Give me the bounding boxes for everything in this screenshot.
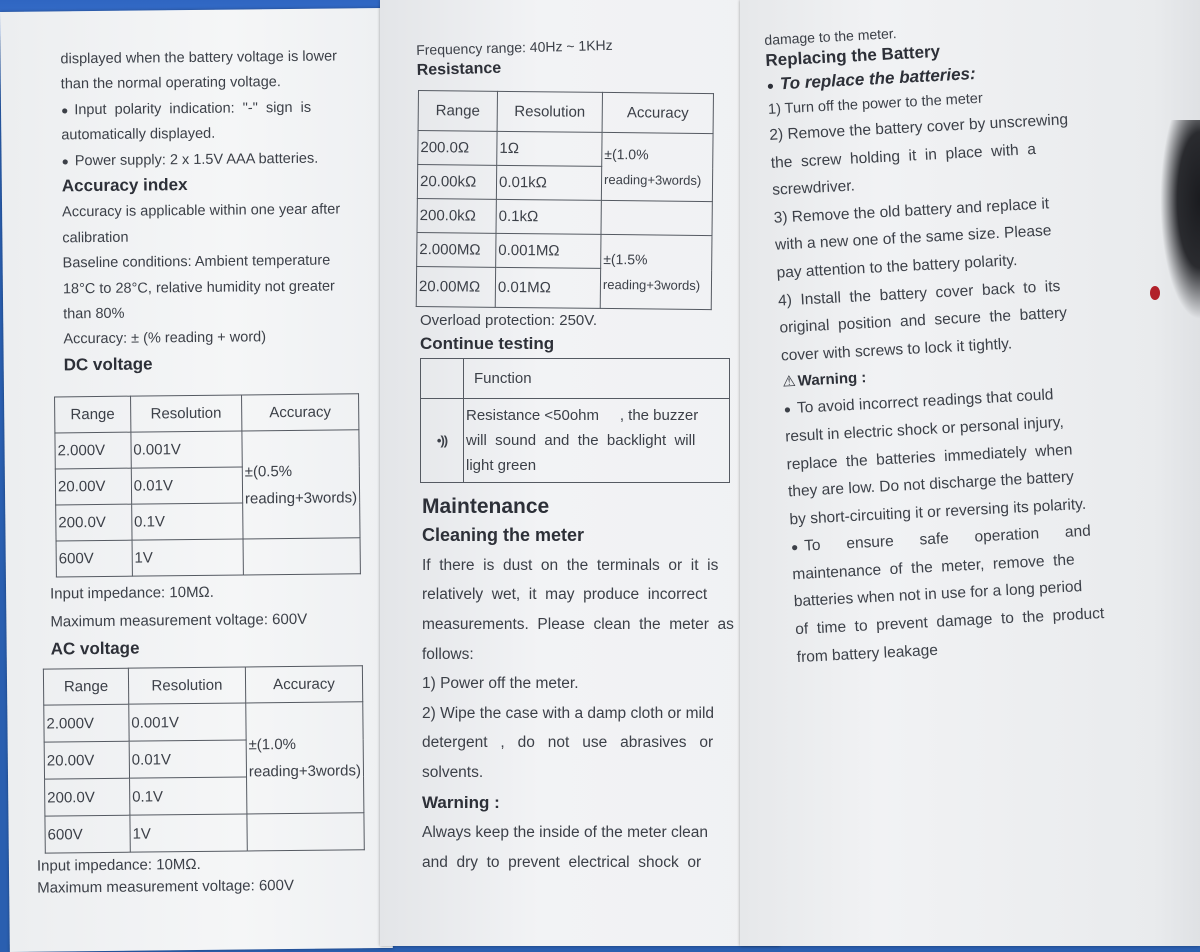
warning-label: Warning : xyxy=(797,369,867,391)
table-cell: 200.0V xyxy=(56,504,132,541)
continuity-table xyxy=(420,358,730,483)
warning-icon: ⚠ xyxy=(781,373,797,391)
table-cell: 2.000MΩ xyxy=(417,232,496,267)
table-cell: 0.01kΩ xyxy=(496,165,601,200)
table-header: Resolution xyxy=(497,91,602,132)
resistance-table xyxy=(416,90,714,310)
background-object xyxy=(1160,120,1200,320)
accuracy-cell xyxy=(242,430,360,539)
text-line: Maximum measurement voltage: 600V xyxy=(37,876,295,897)
text-line: of time to prevent damage to the product xyxy=(794,605,1105,639)
text-line: by short-circuiting it or reversing its polarity. xyxy=(789,495,1087,529)
bullet-item: ● Power supply: 2 x 1.5V AAA batteries. xyxy=(61,150,361,171)
panel-left xyxy=(0,8,393,952)
table-cell: 0.1V xyxy=(129,777,246,815)
text-line: Input impedance: 10MΩ. xyxy=(50,583,214,603)
ac-voltage-table xyxy=(43,665,365,853)
table-header: Accuracy xyxy=(245,666,363,703)
table-cell: 0.1kΩ xyxy=(496,199,601,234)
text-line: solvents. xyxy=(422,763,484,781)
accuracy-line: ±(1.0% xyxy=(604,145,649,163)
table-header: Resolution xyxy=(128,667,245,704)
accuracy-line: reading+3words) xyxy=(602,276,701,293)
bullet-item: ● Input polarity indication: "-" sign is xyxy=(61,99,361,120)
table-cell: 1V xyxy=(130,814,247,852)
text-line: Accuracy: ± (% reading + word) xyxy=(63,329,267,348)
accuracy-cell xyxy=(600,234,712,309)
text-line: detergent , do not use abrasives or xyxy=(422,734,714,752)
panel-middle xyxy=(380,0,780,946)
table-header: Function xyxy=(464,359,730,399)
text-line: than the normal operating voltage. xyxy=(60,74,281,93)
text-line: Accuracy is applicable within one year after xyxy=(62,201,341,221)
text-line: result in electric shock or personal injury, xyxy=(784,413,1065,446)
text-line: pay attention to the battery polarity. xyxy=(776,252,1018,282)
accuracy-cell xyxy=(601,132,713,201)
text-line: screwdriver. xyxy=(771,177,856,199)
text-line: the screw holding it in place with a xyxy=(770,140,1037,172)
table-cell: 0.01V xyxy=(131,467,242,504)
table-header: Range xyxy=(418,91,497,132)
text-line: If there is dust on the terminals or it is xyxy=(422,556,719,574)
table-cell: 600V xyxy=(45,815,130,853)
table-cell-empty xyxy=(247,813,365,851)
table-cell: 200.0Ω xyxy=(418,131,497,166)
text-line: Baseline conditions: Ambient temperature xyxy=(62,252,331,272)
table-header: Resolution xyxy=(130,395,241,432)
text-line: cover with screws to lock it tightly. xyxy=(780,335,1013,365)
table-cell: 0.1V xyxy=(131,503,242,540)
background-red-dot xyxy=(1150,286,1160,300)
text-line: 1) Turn off the power to the meter xyxy=(767,90,984,118)
table-header: Accuracy xyxy=(241,394,359,431)
text-line: Maximum measurement voltage: 600V xyxy=(50,610,308,631)
text-line: damage to the meter. xyxy=(764,25,897,48)
heading-accuracy: Accuracy index xyxy=(61,174,188,196)
text-line: than 80% xyxy=(63,305,125,323)
table-cell: 0.001V xyxy=(129,703,246,741)
table-cell-empty xyxy=(601,200,712,235)
text-line: Always keep the inside of the meter clean xyxy=(422,823,709,841)
accuracy-line: ±(1.5% xyxy=(603,250,648,268)
heading-continue-testing: Continue testing xyxy=(420,334,555,353)
table-cell: 0.01MΩ xyxy=(495,267,600,308)
buzzer-icon xyxy=(421,399,464,483)
heading-maintenance: Maintenance xyxy=(422,495,550,518)
text-line: calibration xyxy=(62,229,129,247)
panel-right xyxy=(740,0,1200,946)
table-cell: 2.000V xyxy=(55,432,131,469)
accuracy-line: reading+3words) xyxy=(248,762,362,781)
heading-replacing-battery: Replacing the Battery xyxy=(764,41,941,70)
accuracy-line: ±(0.5% xyxy=(244,462,293,480)
table-cell: 0.001V xyxy=(131,431,242,468)
table-cell: 1V xyxy=(132,539,243,576)
text-line: with a new one of the same size. Please xyxy=(774,222,1052,255)
heading-warning: Warning : xyxy=(422,792,500,812)
text-line: and dry to prevent electrical shock or xyxy=(422,853,702,871)
accuracy-line: ±(1.0% xyxy=(248,735,297,754)
text-line: 3) Remove the old battery and replace it xyxy=(773,195,1050,227)
text-line: 1) Power off the meter. xyxy=(422,675,579,693)
text-line: from battery leakage xyxy=(796,641,939,666)
table-cell: 20.00V xyxy=(55,468,131,505)
table-header: Range xyxy=(55,396,131,433)
text-line: replace the batteries immediately when xyxy=(786,440,1073,473)
accuracy-cell xyxy=(246,702,364,814)
text-line: will sound and the backlight will xyxy=(466,432,696,449)
text-line: displayed when the battery voltage is lower xyxy=(60,48,338,68)
table-cell-empty xyxy=(243,538,361,575)
table-cell: 0.01V xyxy=(129,740,246,778)
table-cell: 20.00kΩ xyxy=(417,165,496,200)
table-cell: 20.00MΩ xyxy=(416,266,495,307)
heading-dc-voltage: DC voltage xyxy=(63,354,153,375)
text-line: they are low. Do not discharge the battery xyxy=(787,468,1075,501)
table-cell: 600V xyxy=(56,540,132,577)
table-cell: 2.000V xyxy=(44,704,129,742)
text-line: maintenance of the meter, remove the xyxy=(791,551,1076,584)
heading-cleaning: Cleaning the meter xyxy=(422,525,585,546)
accuracy-line: reading+3words) xyxy=(244,488,358,507)
text-line: automatically displayed. xyxy=(61,125,216,144)
table-cell: 200.0V xyxy=(45,778,130,816)
text-line: follows: xyxy=(422,645,474,663)
text-line: 2) Wipe the case with a damp cloth or mild xyxy=(422,704,715,722)
table-cell xyxy=(464,399,730,483)
text-line: relatively wet, it may produce incorrect xyxy=(422,586,708,604)
table-cell: 1Ω xyxy=(497,131,602,166)
table-header: Range xyxy=(43,668,128,705)
bullet-item: ● To avoid incorrect readings that could xyxy=(783,379,1193,419)
text-line: batteries when not in use for a long period xyxy=(793,578,1083,611)
text-line: light green xyxy=(466,457,537,474)
heading-replace-batteries: ● To replace the batteries: xyxy=(766,54,1177,96)
table-cell: 20.00V xyxy=(44,741,129,779)
table-cell-empty xyxy=(421,359,464,399)
table-cell: 0.001MΩ xyxy=(496,233,601,268)
text-line: 2) Remove the battery cover by unscrewing xyxy=(768,111,1069,144)
table-cell: 200.0kΩ xyxy=(417,198,496,233)
text-line: Overload protection: 250V. xyxy=(420,312,598,329)
table-header: Accuracy xyxy=(602,92,713,133)
text-line: Input impedance: 10MΩ. xyxy=(36,855,201,875)
text-line: original position and secure the battery xyxy=(779,304,1068,337)
text-line: Frequency range: 40Hz ~ 1KHz xyxy=(416,36,613,58)
text-line: 18°C to 28°C, relative humidity not greater xyxy=(62,278,335,297)
sound-icon: •)) xyxy=(436,433,448,448)
dc-voltage-table xyxy=(54,393,361,577)
text-line: 4) Install the battery cover back to its xyxy=(777,277,1061,310)
heading-resistance: Resistance xyxy=(416,59,502,79)
bullet-item: ● To ensure safe operation and xyxy=(791,517,1200,557)
heading-ac-voltage: AC voltage xyxy=(50,638,140,659)
text-line: Resistance <50ohm , the buzzer xyxy=(466,407,699,424)
accuracy-line: reading+3words) xyxy=(603,171,702,188)
text-line: measurements. Please clean the meter as xyxy=(422,615,734,633)
